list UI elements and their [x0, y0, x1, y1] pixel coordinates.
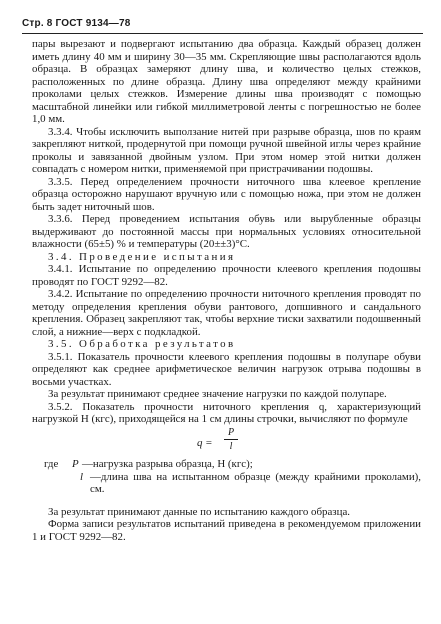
formula-numerator: P — [227, 426, 235, 438]
section-heading-3-5: 3.5. Обработка результатов — [48, 338, 236, 350]
paragraph-3-3-6: 3.3.6. Перед проведением испытания обувь или вырубленные образцы выдерживают до постоянной массы при нормальных условиях относительной влажности (65±5) % и температуры (20±±3)°С. — [32, 213, 421, 250]
paragraph-closing-result: За результат принимают данные по испытанию каждого образца. — [48, 505, 350, 518]
paragraph-result: За результат принимают среднее значение нагрузки по каждой полупаре. — [48, 388, 387, 400]
definition-p-text: —нагрузка разрыва образца, Н (кгс); — [82, 457, 253, 470]
formula-fraction — [224, 427, 238, 452]
paragraph-3-5-1: 3.5.1. Показатель прочности клеевого крепления подошвы в полупаре обуви определяют как среднее арифметическое величин нагрузок отрыва подошвы в восьми участках. — [32, 350, 421, 388]
where-word: где — [44, 457, 59, 470]
section-heading-3-4: 3.4. Проведение испытания — [48, 250, 236, 263]
formula-lhs: q = — [197, 436, 213, 449]
formula — [32, 426, 421, 458]
formula-definitions — [32, 458, 421, 506]
paragraph-3-3-4: 3.3.4. Чтобы исключить выползание нитей при разрыве образца, шов по краям закрепляют ниткой, продернутой при помощи ручной швейной иглы через крайние проколы и завязанной двойным узлом. При этом номер этой нитки должен совпадать с номером нитки, применяемой при пристрачивании подошвы. — [32, 125, 421, 175]
symbol-p: P — [72, 457, 79, 470]
paragraph-3-4-1: 3.4.1. Испытание по определению прочности клеевого крепления подошвы проводят по ГОСТ 9292—82. — [32, 263, 421, 288]
paragraph-3-4-2: 3.4.2. Испытание по определению прочности ниточного крепления проводят по методу определения крепления обуви рантового, допшивного и сандального крепления. Образец закрепляют так, чтобы верхние тиски захватили подошвенный слой, а нижние—верх с подкладкой. — [32, 288, 421, 338]
formula-denominator: l — [229, 440, 233, 452]
paragraph: пары вырезают и подвергают испытанию два образца. Каждый образец должен иметь длину 40 мм и ширину 30—35 мм. Скрепляющие швы располагаются вдоль образца. В образцах замеряют длину шва, и количество целых стежков, расположенных по длине образца. Длину шва определяют между крайними проколами целых стежков. Измерение длины шва производят с помощью масштабной линейки или гибкой миллиметровой ленты с погрешностью не более 1,0 мм. — [32, 38, 421, 125]
definition-l-text: —длина шва на испытанном образце (между крайними проколами), см. — [90, 470, 421, 495]
symbol-l: l — [80, 470, 84, 483]
paragraph-3-5-2: 3.5.2. Показатель прочности ниточного крепления q, характеризующий нагрузкой Н (кгс), приходящейся на 1 см длины строчки, вычисляют по формуле — [32, 400, 421, 425]
header-rule — [22, 33, 423, 34]
paragraph-3-3-5: 3.3.5. Перед определением прочности ниточного шва клеевое крепление образца осторожно нарушают вручную или с помощью ножа, при этом не должен быть задет ниточный шов. — [32, 175, 421, 213]
fraction-bar — [224, 439, 238, 440]
document-body — [32, 38, 421, 543]
page-header: Стр. 8 ГОСТ 9134—78 — [22, 18, 131, 29]
paragraph-closing-form: Форма записи результатов испытаний приведена в рекомендуемом приложении 1 и ГОСТ 9292—82. — [32, 518, 421, 543]
